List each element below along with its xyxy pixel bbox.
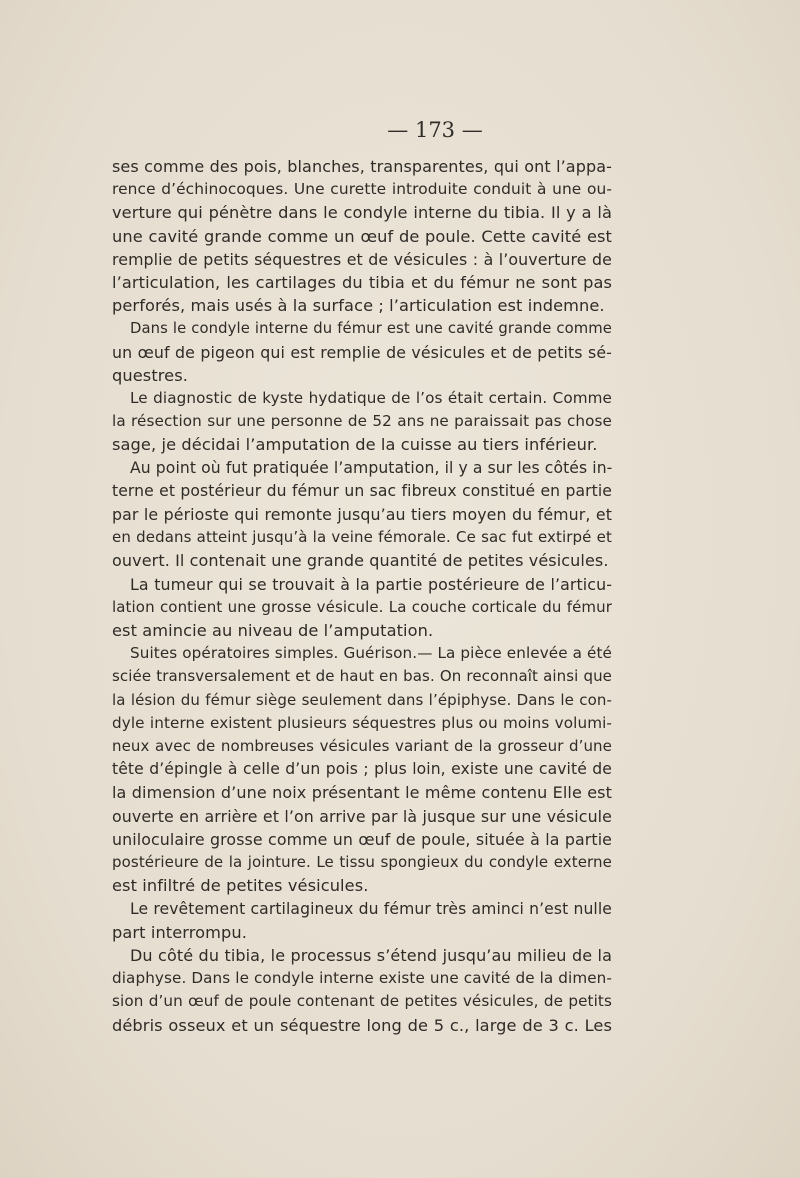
text-line: la lésion du fémur siège seulement dans l’épiphyse. Dans le con- — [112, 690, 612, 709]
text-line: rence d’échinocoques. Une curette introduite conduit à une ou- — [112, 180, 612, 199]
text-line: en dedans atteint jusqu’à la veine fémorale. Ce sac fut extirpé et — [112, 528, 612, 547]
text-line: verture qui pénètre dans le condyle interne du tibia. Il y a là — [112, 203, 612, 223]
body-text — [112, 155, 612, 1037]
text-line: postérieure de la jointure. Le tissu spongieux du condyle externe — [112, 853, 612, 872]
text-line: perforés, mais usés à la surface ; l’articulation est indemne. — [112, 296, 605, 316]
text-line: La tumeur qui se trouvait à la partie postérieure de l’articu- — [130, 574, 612, 594]
text-line: ouvert. Il contenait une grande quantité de petites vésicules. — [112, 551, 609, 571]
text-line: une cavité grande comme un œuf de poule. Cette cavité est — [112, 226, 612, 246]
text-line: la résection sur une personne de 52 ans ne paraissait pas chose — [112, 412, 612, 431]
text-line: neux avec de nombreuses vésicules variant de la grosseur d’une — [112, 737, 612, 756]
text-line: Suites opératoires simples. Guérison.— La pièce enlevée a été — [130, 644, 612, 663]
text-line: est amincie au niveau de l’amputation. — [112, 621, 434, 641]
page-number: — 173 — — [387, 118, 483, 142]
text-line: lation contient une grosse vésicule. La couche corticale du fémur — [112, 597, 612, 616]
text-line: part interrompu. — [112, 922, 248, 942]
text-line: uniloculaire grosse comme un œuf de poule, située à la partie — [112, 829, 612, 849]
text-line: remplie de petits séquestres et de vésicules : à l’ouverture de — [112, 249, 612, 269]
text-line: ouverte en arrière et l’on arrive par là jusque sur une vésicule — [112, 806, 612, 826]
text-line: la dimension d’une noix présentant le même contenu Elle est — [112, 783, 612, 803]
text-line: un œuf de pigeon qui est remplie de vésicules et de petits sé- — [112, 342, 612, 362]
text-line: sciée transversalement et de haut en bas. On reconnaît ainsi que — [112, 667, 612, 686]
text-line: sage, je décidai l’amputation de la cuisse au tiers inférieur. — [112, 435, 598, 455]
text-line: diaphyse. Dans le condyle interne existe une cavité de la dimen- — [112, 969, 612, 988]
text-line: sion d’un œuf de poule contenant de petites vésicules, de petits — [112, 992, 612, 1011]
text-line: l’articulation, les cartilages du tibia et du fémur ne sont pas — [112, 273, 612, 293]
text-line: dyle interne existent plusieurs séquestres plus ou moins volumi- — [112, 713, 612, 732]
text-line: terne et postérieur du fémur un sac fibreux constitué en partie — [112, 481, 612, 500]
text-line: ses comme des pois, blanches, transparentes, qui ont l’appa- — [112, 157, 612, 176]
text-line: questres. — [112, 365, 189, 385]
text-line: Du côté du tibia, le processus s’étend jusqu’au milieu de la — [130, 945, 612, 965]
text-line: Dans le condyle interne du fémur est une cavité grande comme — [130, 320, 612, 338]
text-line: débris osseux et un séquestre long de 5 c., large de 3 c. Les — [112, 1015, 612, 1035]
text-line: Le revêtement cartilagineux du fémur très aminci n’est nulle — [130, 899, 612, 918]
text-line: tête d’épingle à celle d’un pois ; plus loin, existe une cavité de — [112, 760, 612, 779]
text-line: Le diagnostic de kyste hydatique de l’os était certain. Comme — [130, 389, 612, 408]
text-line: Au point où fut pratiquée l’amputation, il y a sur les côtés in- — [130, 458, 613, 477]
text-line: est infiltré de petites vésicules. — [112, 876, 369, 896]
text-line: par le périoste qui remonte jusqu’au tiers moyen du fémur, et — [112, 505, 612, 525]
